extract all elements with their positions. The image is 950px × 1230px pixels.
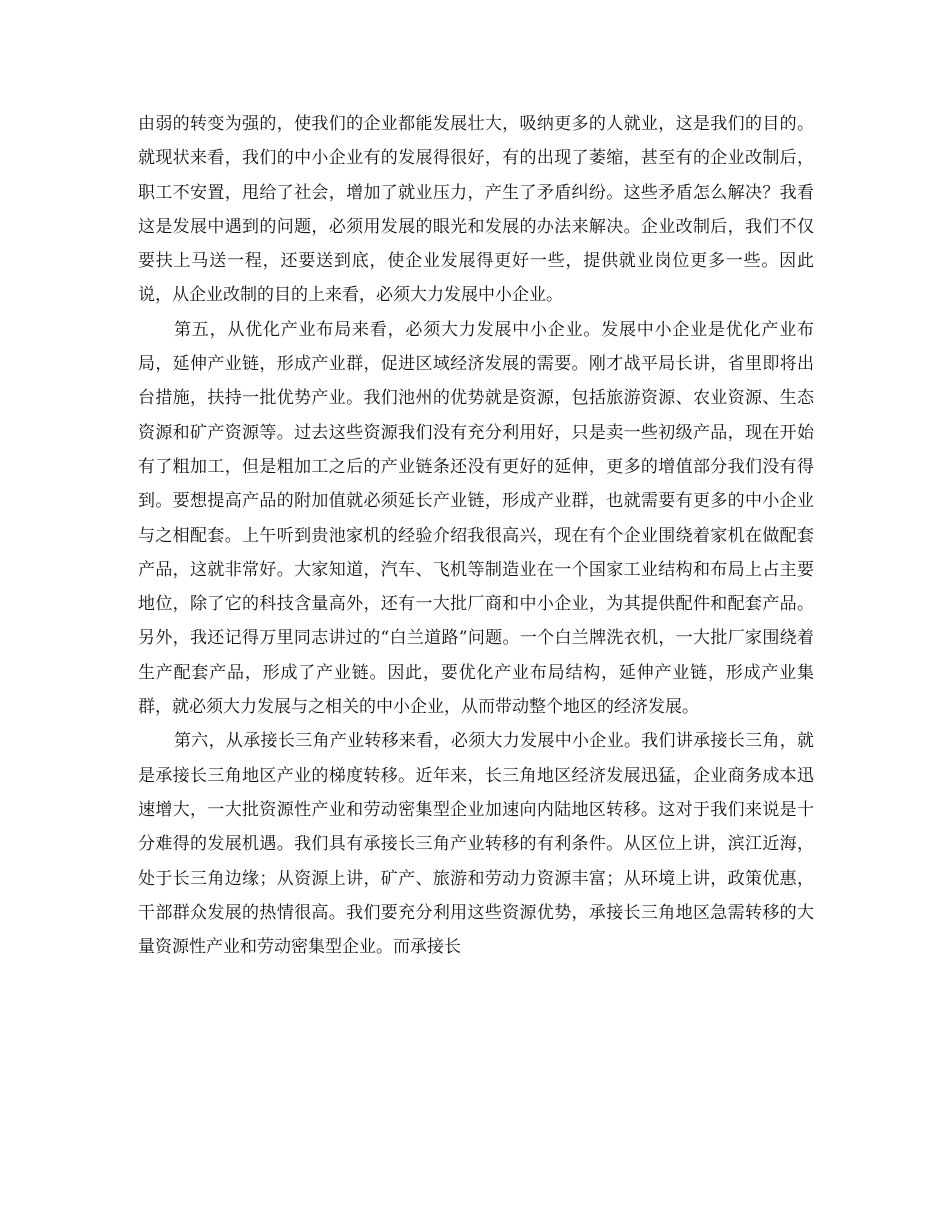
paragraph-sixth-point: 第六，从承接长三角产业转移来看，必须大力发展中小企业。我们讲承接长三角，就是承接长三角地区产业的梯度转移。近年来，长三角地区经济发展迅猛，企业商务成本迅速增大，一大批资源性产业和劳动密集型企业加速向内陆地区转移。这对于我们来说是十分难得的发展机遇。我们具有承接长三角产业转移的有利条件。从区位上讲，滨江近海，处于长三角边缘；从资源上讲，矿产、旅游和劳动力资源丰富；从环境上讲，政策优惠，干部群众发展的热情很高。我们要充分利用这些资源优势，承接长三角地区急需转移的大量资源性产业和劳动密集型企业。而承接长	[138, 731, 814, 958]
document-page	[138, 107, 814, 964]
paragraph-fifth-point: 第五，从优化产业布局来看，必须大力发展中小企业。发展中小企业是优化产业布局，延伸产业链，形成产业群，促进区域经济发展的需要。刚才战平局长讲，省里即将出台措施，扶持一批优势产业。我们池州的优势就是资源，包括旅游资源、农业资源、生态资源和矿产资源等。过去这些资源我们没有充分利用好，只是卖一些初级产品，现在开始有了粗加工，但是粗加工之后的产业链条还没有更好的延伸，更多的增值部分我们没有得到。要想提高产品的附加值就必须延长产业链，形成产业群，也就需要有更多的中小企业与之相配套。上午听到贵池家机的经验介绍我很高兴，现在有个企业围绕着家机在做配套产品，这就非常好。大家知道，汽车、飞机等制造业在一个国家工业结构和布局上占主要地位，除了它的科技含量高外，还有一大批厂商和中小企业，为其提供配件和配套产品。另外，我还记得万里同志讲过的“白兰道路”问题。一个白兰牌洗衣机，一大批厂家围绕着生产配套产品，形成了产业链。因此，要优化产业布局结构，延伸产业链，形成产业集群，就必须大力发展与之相关的中小企业，从而带动整个地区的经济发展。	[138, 319, 814, 718]
paragraph-continuation: 由弱的转变为强的，使我们的企业都能发展壮大，吸纳更多的人就业，这是我们的目的。就现状来看，我们的中小企业有的发展得很好，有的出现了萎缩，甚至有的企业改制后，职工不安置，甩给了社会，增加了就业压力，产生了矛盾纠纷。这些矛盾怎么解决？我看这是发展中遇到的问题，必须用发展的眼光和发展的办法来解决。企业改制后，我们不仅要扶上马送一程，还要送到底，使企业发展得更好一些，提供就业岗位更多一些。因此说，从企业改制的目的上来看，必须大力发展中小企业。	[138, 114, 814, 306]
